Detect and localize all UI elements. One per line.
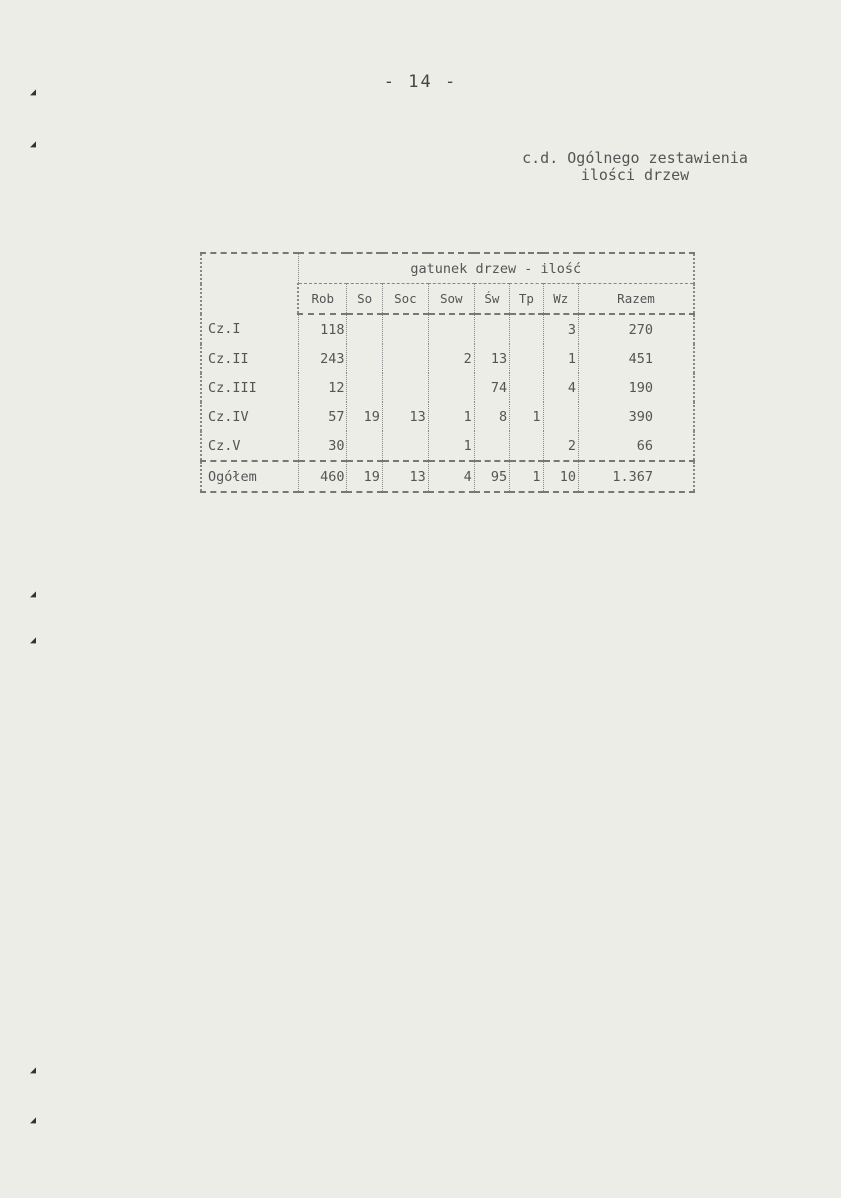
- table-cell: [347, 373, 382, 402]
- table-cell: 12: [298, 373, 347, 402]
- col-header-wz: Wz: [543, 284, 578, 315]
- margin-mark: ◢: [30, 589, 37, 600]
- row-label: Cz.II: [201, 344, 298, 373]
- table-cell: 1: [543, 344, 578, 373]
- margin-mark: ◢: [30, 1115, 37, 1126]
- table-cell: 3: [543, 314, 578, 344]
- tree-count-table: [200, 252, 695, 493]
- table-cell: [347, 344, 382, 373]
- total-cell: 460: [298, 461, 347, 492]
- table-cell: [428, 373, 474, 402]
- table-cell: 270: [579, 314, 695, 344]
- table-cell: [543, 402, 578, 431]
- total-cell: 4: [428, 461, 474, 492]
- table-cell: [347, 431, 382, 461]
- caption-line-2: ilości drzew: [580, 166, 690, 184]
- row-label: Cz.IV: [201, 402, 298, 431]
- table-cell: [382, 314, 428, 344]
- table-cell: 30: [298, 431, 347, 461]
- table-cell: [382, 344, 428, 373]
- table-cell: 451: [579, 344, 695, 373]
- margin-mark: ◢: [30, 139, 37, 150]
- table-cell: 1: [428, 431, 474, 461]
- table-cell: [474, 431, 509, 461]
- table-row: [201, 344, 694, 373]
- table-cell: 66: [579, 431, 695, 461]
- table-caption: [490, 150, 780, 184]
- col-header-sw: Św: [474, 284, 509, 315]
- margin-mark: ◢: [30, 635, 37, 646]
- table-row: [201, 314, 694, 344]
- table-cell: 2: [428, 344, 474, 373]
- total-cell: 19: [347, 461, 382, 492]
- table-cell: [510, 431, 543, 461]
- group-header: gatunek drzew - ilość: [298, 253, 694, 284]
- total-cell: 1.367: [579, 461, 695, 492]
- table-cell: [474, 314, 509, 344]
- col-header-tp: Tp: [510, 284, 543, 315]
- table-cell: [347, 314, 382, 344]
- table-cell: 57: [298, 402, 347, 431]
- table-cell: 2: [543, 431, 578, 461]
- total-row: [201, 461, 694, 492]
- corner-cell: [201, 253, 298, 314]
- col-header-soc: Soc: [382, 284, 428, 315]
- table-cell: 13: [474, 344, 509, 373]
- table-cell: [428, 314, 474, 344]
- margin-mark: ◢: [30, 1065, 37, 1076]
- caption-line-1: c.d. Ogólnego zestawienia: [522, 149, 748, 167]
- table-row: [201, 402, 694, 431]
- table-cell: 74: [474, 373, 509, 402]
- total-cell: 13: [382, 461, 428, 492]
- row-label: Cz.III: [201, 373, 298, 402]
- col-header-rob: Rob: [298, 284, 347, 315]
- row-label: Cz.V: [201, 431, 298, 461]
- page-number: - 14 -: [383, 72, 458, 92]
- table-cell: 13: [382, 402, 428, 431]
- table-cell: 1: [510, 402, 543, 431]
- total-cell: 10: [543, 461, 578, 492]
- col-header-so: So: [347, 284, 382, 315]
- table-cell: [510, 344, 543, 373]
- margin-mark: ◢: [30, 87, 37, 98]
- col-header-sow: Sow: [428, 284, 474, 315]
- row-label: Cz.I: [201, 314, 298, 344]
- table-cell: [510, 314, 543, 344]
- table-cell: 4: [543, 373, 578, 402]
- table-cell: 8: [474, 402, 509, 431]
- table-cell: 190: [579, 373, 695, 402]
- table-cell: 118: [298, 314, 347, 344]
- table-cell: [510, 373, 543, 402]
- total-cell: 1: [510, 461, 543, 492]
- table-cell: 19: [347, 402, 382, 431]
- table-cell: [382, 373, 428, 402]
- col-header-razem: Razem: [579, 284, 695, 315]
- total-label: Ogółem: [201, 461, 298, 492]
- table-cell: [382, 431, 428, 461]
- table-cell: 1: [428, 402, 474, 431]
- table-row: [201, 373, 694, 402]
- table-cell: 243: [298, 344, 347, 373]
- table-cell: 390: [579, 402, 695, 431]
- total-cell: 95: [474, 461, 509, 492]
- table-row: [201, 431, 694, 461]
